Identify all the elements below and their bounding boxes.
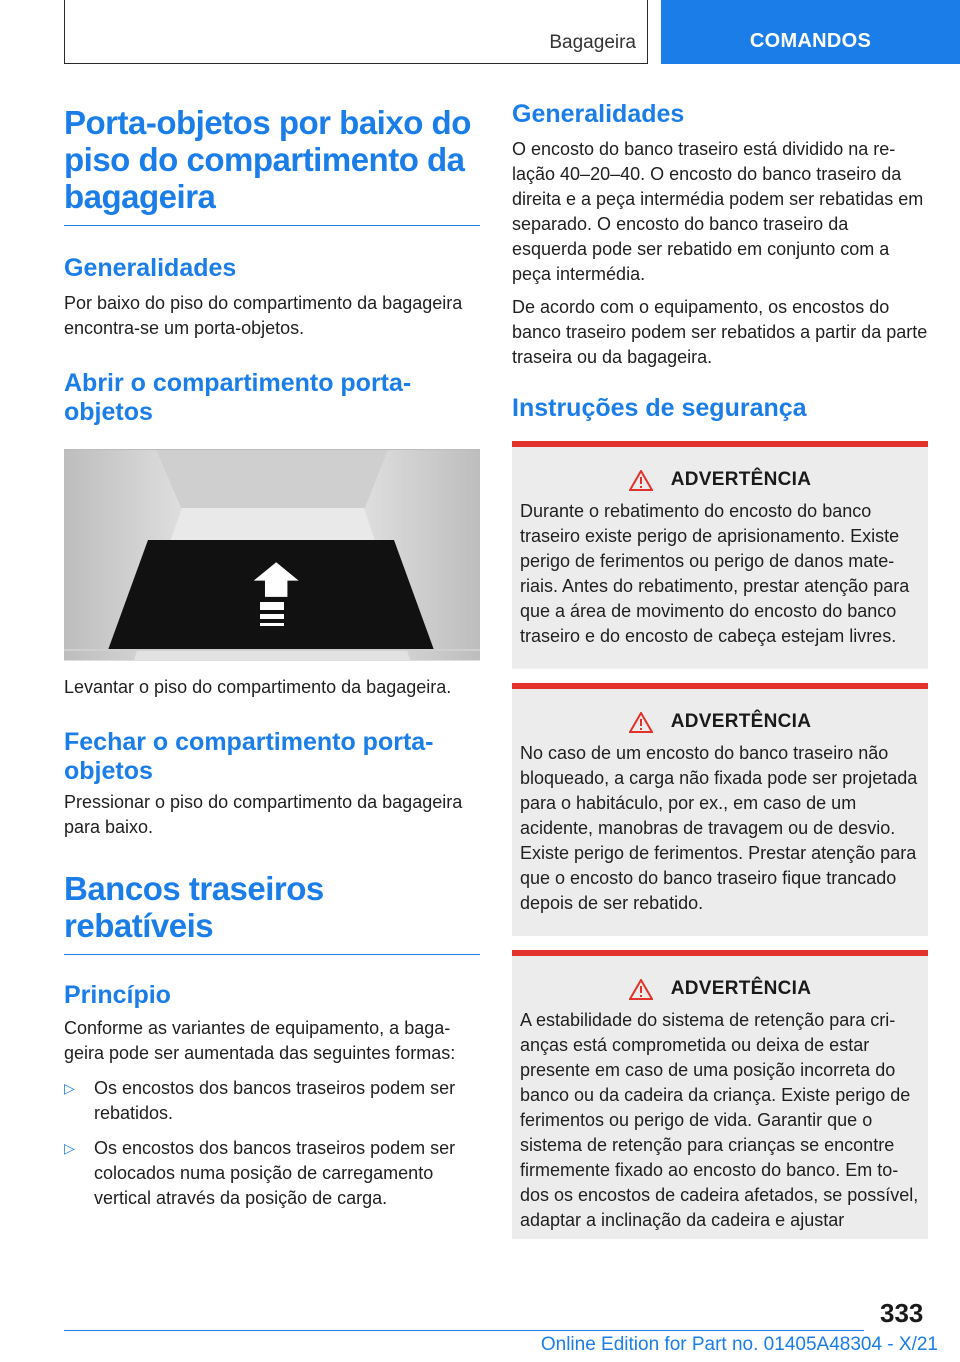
heading-generalidades-left: Generalidades <box>64 254 237 282</box>
triangle-bullet-icon: ▷ <box>64 1080 75 1096</box>
warning-box <box>512 441 928 669</box>
image-caption: Levantar o piso do compartimento da bagageira. <box>64 677 452 697</box>
trunk-floor-image <box>64 449 480 661</box>
heading-fechar: Fechar o compartimento porta-objetos <box>64 728 434 785</box>
warning-header <box>520 711 920 733</box>
list-item <box>64 1076 480 1126</box>
section-rule <box>64 954 480 955</box>
warning-triangle-icon <box>629 979 653 1000</box>
warning-text: Durante o rebatimento do encosto do banco traseiro existe perigo de aprisionamento. Existe perigo de ferimentos ou perigo de danos materiais. Antes do rebatimento, prestar atenção para que a área de movimento do encosto do banco traseiro e do encosto de cabeça estejam livres. <box>520 501 910 646</box>
warning-triangle-icon <box>629 712 653 733</box>
warning-header <box>520 469 920 491</box>
triangle-bullet-icon: ▷ <box>64 1140 75 1156</box>
warning-label: ADVERTÊNCIA <box>670 711 812 732</box>
left-column <box>64 104 480 1211</box>
warning-triangle-icon <box>629 470 653 491</box>
heading-generalidades-right: Generalidades <box>512 100 685 128</box>
warning-header <box>520 978 920 1000</box>
section-title-bancos: Bancos traseiros rebatíveis <box>64 870 324 944</box>
warning-text: A estabilidade do sistema de retenção para crianças está comprometida ou deixa de estar presente em caso de uma posição incorreta do banco ou da cadeira da criança. Existe perigo de ferimentos ou perigo de vida. Garantir que o sistema de retenção para crianças se encontre firmemente fixado ao encosto do banco. Em todos os encostos de cadeira afetados, se possível, adaptar a inclinação da cadeira e ajustar <box>520 1010 919 1230</box>
header-chapter-tab[interactable] <box>661 0 960 64</box>
footer-rule <box>64 1330 864 1331</box>
text-generalidades-left: Por baixo do piso do compartimento da bagageira encontra-se um porta-objetos. <box>64 293 463 338</box>
header-section-title: Bagageira <box>549 32 636 53</box>
trunk-floor-illustration <box>64 450 480 660</box>
heading-instrucoes-seguranca: Instruções de segurança <box>512 394 807 422</box>
bullet-text: Os encostos dos bancos traseiros podem ser colocados numa posição de carregamento vertical através da posição de carga. <box>94 1138 456 1208</box>
warning-text: No caso de um encosto do banco traseiro não bloqueado, a carga não fixada pode ser projetada para o habitáculo, por ex., em caso de um acidente, manobras de travagem ou de desvio. Existe perigo de ferimentos. Prestar atenção para que o encosto do banco traseiro fique trancado depois de ser rebatido. <box>520 743 918 913</box>
list-item <box>64 1136 480 1211</box>
right-column <box>512 100 928 1239</box>
page-number: 333 <box>880 1298 924 1328</box>
page-title: Porta-objetos por baixo do piso do compartimento da bagageira <box>64 104 471 215</box>
warning-label: ADVERTÊNCIA <box>670 469 812 490</box>
text-principio: Conforme as variantes de equipamento, a bagageira pode ser aumentada das seguintes formas: <box>64 1018 456 1063</box>
text-fechar: Pressionar o piso do compartimento da bagageira para baixo. <box>64 792 463 837</box>
warning-box <box>512 683 928 936</box>
warning-box <box>512 950 928 1239</box>
title-rule <box>64 225 480 226</box>
footer-edition: Online Edition for Part no. 01405A48304 - X/21 <box>540 1334 938 1355</box>
heading-abrir: Abrir o compartimento porta-objetos <box>64 369 412 426</box>
heading-principio: Princípio <box>64 981 171 1009</box>
text-generalidades-right-2: De acordo com o equipamento, os encostos do banco traseiro podem ser rebatidos a partir da parte traseira ou da bagageira. <box>512 297 928 367</box>
bullet-text: Os encostos dos bancos traseiros podem ser rebatidos. <box>94 1078 456 1123</box>
text-generalidades-right-1: O encosto do banco traseiro está dividido na relação 40–20–40. O encosto do banco traseiro da direita e a peça intermédia podem ser rebatidas em separado. O encosto do banco traseiro da esquerda pode ser rebatido em conjunto com a peça intermédia. <box>512 139 924 284</box>
warning-label: ADVERTÊNCIA <box>670 978 812 999</box>
header-chapter-label: COMANDOS <box>749 29 872 52</box>
